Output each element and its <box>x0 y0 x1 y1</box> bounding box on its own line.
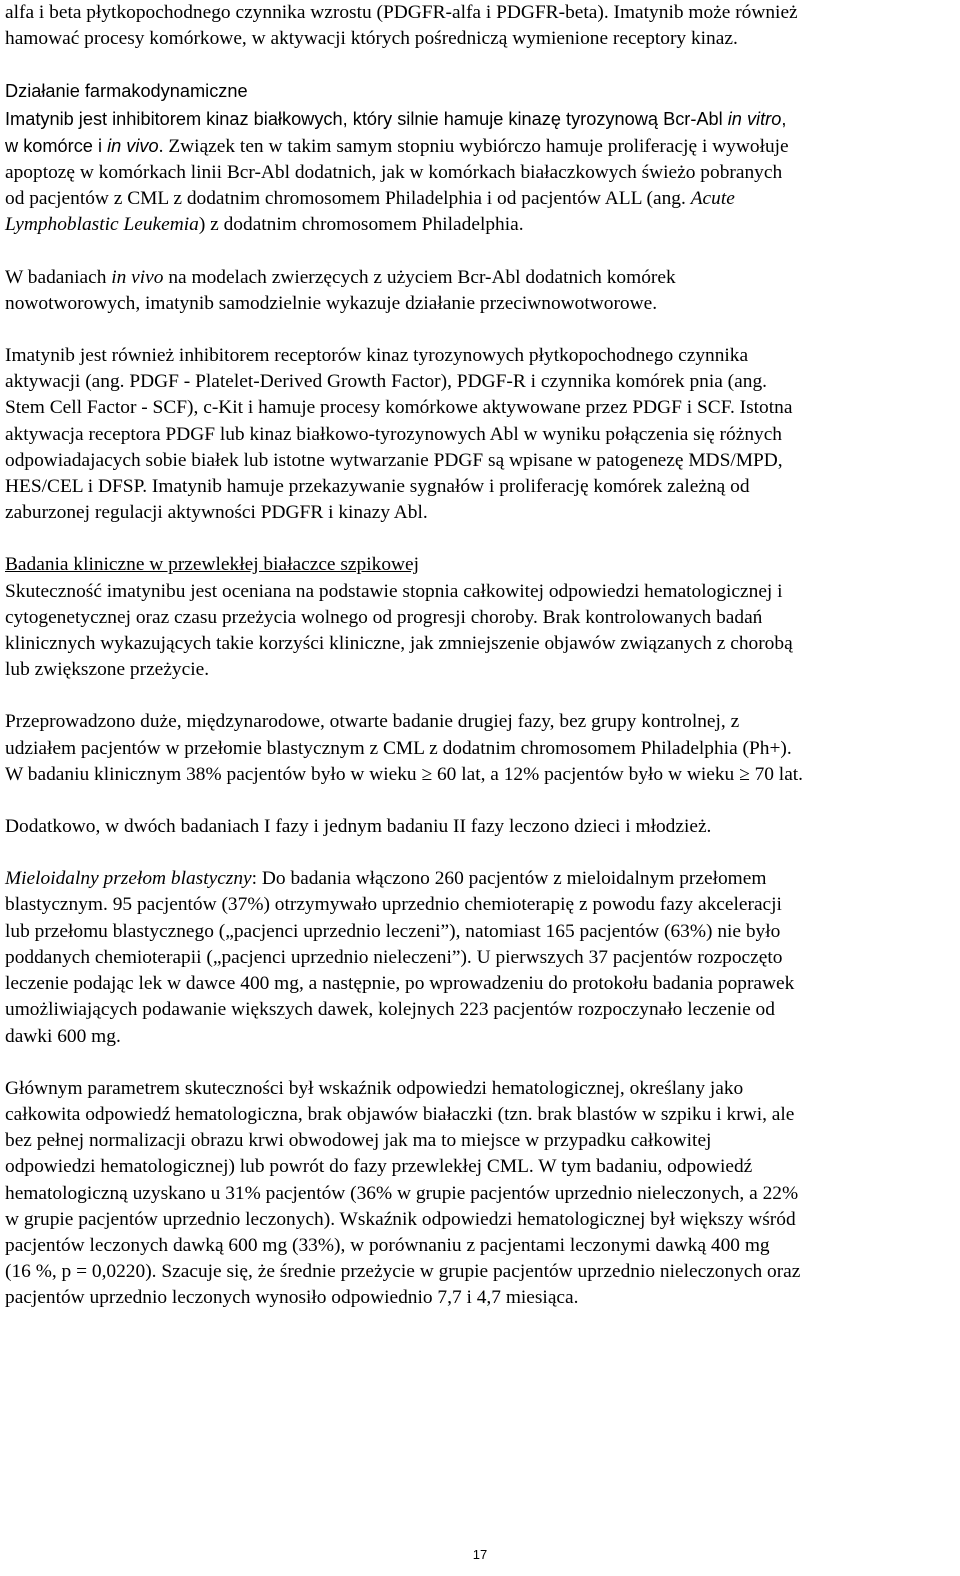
text-line: poddanych chemioterapii („pacjenci uprzednio nieleczeni”). U pierwszych 37 pacjentów rozpoczęto <box>5 946 783 968</box>
text-line: udziałem pacjentów w przełomie blastycznym z CML z dodatnim chromosomem Philadelphia (Ph+). <box>5 737 792 759</box>
text-line: zaburzonej regulacji aktywności PDGFR i kinazy Abl. <box>5 502 428 524</box>
text-line: pacjentów leczonych dawką 600 mg (33%), w porównaniu z pacjentami leczonymi dawką 400 mg <box>5 1234 770 1256</box>
text-line: 60 lat, a 12% pacjentów było w wieku <box>432 763 740 785</box>
page-number: 17 <box>472 1547 488 1562</box>
text-line: lub zwiększone przeżycie. <box>5 659 210 681</box>
text-italic: Mieloidalny przełom blastyczny <box>5 868 252 890</box>
paragraph-pharmacodynamics <box>5 78 955 238</box>
text-italic: in vivo <box>107 135 159 156</box>
text-line: hamować procesy komórkowe, w aktywacji których pośredniczą wymienione receptory kinaz. <box>5 28 738 50</box>
document-page <box>5 0 955 1312</box>
text-line: Stem Cell Factor - SCF), c-Kit i hamuje procesy komórkowe aktywowane przez PDGF i SCF. Istotna <box>5 397 793 419</box>
greater-equal-symbol: ≥ <box>421 763 433 785</box>
text-line: HES/CEL i DFSP. Imatynib hamuje przekazywanie sygnałów i proliferację komórek zależną od <box>5 476 750 498</box>
text-line: leczenie podając lek w dawce 400 mg, a następnie, po wprowadzeniu do protokołu badania poprawek <box>5 973 795 995</box>
text-line: 70 lat. <box>749 763 804 785</box>
paragraph-efficacy <box>5 1076 955 1312</box>
paragraph-phase-two-study <box>5 709 955 788</box>
text-line: całkowita odpowiedź hematologiczna, brak objawów białaczki (tzn. brak blastów w szpiku i krwi, ale <box>5 1103 795 1125</box>
text-line: Głównym parametrem skuteczności był wskaźnik odpowiedzi hematologicznej, określany jako <box>5 1077 744 1099</box>
text-line: W badaniu klinicznym 38% pacjentów było w wieku <box>5 763 422 785</box>
section-heading-clinical-trials: Badania kliniczne w przewlekłej białaczce szpikowej <box>5 554 420 576</box>
text-line: aktywacji (ang. PDGF - Platelet-Derived Growth Factor), PDGF-R i czynnika komórek pnia (ang. <box>5 371 767 393</box>
text-italic: Lymphoblastic Leukemia <box>5 214 199 236</box>
text-italic: in vitro <box>727 108 782 129</box>
text-line: : Do badania włączono 260 pacjentów z mieloidalnym przełomem <box>251 868 767 890</box>
text-italic: in vivo <box>111 266 164 288</box>
text-line: w komórce i <box>5 135 108 156</box>
text-line: bez pełnej normalizacji obrazu krwi obwodowej jak ma to miejsce w przypadku całkowitej <box>5 1130 712 1152</box>
paragraph-receptors-intro <box>5 0 955 52</box>
text-line: dawki 600 mg. <box>5 1025 121 1047</box>
text-line: apoptozę w komórkach linii Bcr-Abl dodatnich, jak w komórkach białaczkowych świeżo pobranych <box>5 162 783 184</box>
text-line: Przeprowadzono duże, międzynarodowe, otwarte badanie drugiej fazy, bez grupy kontrolnej, z <box>5 711 740 733</box>
paragraph-in-vivo <box>5 265 955 317</box>
text-line: Imatynib jest również inhibitorem receptorów kinaz tyrozynowych płytkopochodnego czynnika <box>5 345 749 367</box>
text-line: na modelach zwierzęcych z użyciem Bcr-Abl dodatnich komórek <box>163 266 676 288</box>
paragraph-pdgf <box>5 343 955 526</box>
text-line: odpowiadajacych sobie białek lub istotne wytwarzanie PDGF są wpisane w patogenezę MDS/MPD, <box>5 449 783 471</box>
text-line: lub przełomu blastycznego („pacjenci uprzednio leczeni”), natomiast 165 pacjentów (63%) nie było <box>5 920 781 942</box>
text-line: cytogenetycznej oraz czasu przeżycia wolnego od progresji choroby. Brak kontrolowanych badań <box>5 606 763 628</box>
text-line: umożliwiających podawanie większych dawek, kolejnych 223 pacjentów rozpoczynało leczenie od <box>5 999 775 1021</box>
paragraph-clinical-trials <box>5 552 955 683</box>
text-line: , <box>781 108 787 129</box>
text-line: (16 %, p = 0,0220). Szacuje się, że średnie przeżycie w grupie pacjentów uprzednio nieleczonych oraz <box>5 1261 801 1283</box>
text-line: ) z dodatnim chromosomem Philadelphia. <box>198 214 524 236</box>
paragraph-children <box>5 814 955 840</box>
section-heading-pharmacodynamics: Działanie farmakodynamiczne <box>5 81 248 102</box>
text-line: Dodatkowo, w dwóch badaniach I fazy i jednym badaniu II fazy leczono dzieci i młodzież. <box>5 816 712 838</box>
text-line: Skuteczność imatynibu jest oceniana na podstawie stopnia całkowitej odpowiedzi hematologicznej i <box>5 580 783 602</box>
text-line: Imatynib jest inhibitorem kinaz białkowych, który silnie hamuje kinazę tyrozynową Bcr-Abl <box>5 108 728 129</box>
text-line: pacjentów uprzednio leczonych wynosiło odpowiednio 7,7 i 4,7 miesiąca. <box>5 1287 579 1309</box>
text-line: w grupie pacjentów uprzednio leczonych). Wskaźnik odpowiedzi hematologicznej był większy wśród <box>5 1208 796 1230</box>
greater-equal-symbol: ≥ <box>739 763 750 785</box>
text-line: odpowiedzi hematologicznej) lub powrót do fazy przewlekłej CML. W tym badaniu, odpowiedź <box>5 1156 753 1178</box>
text-line: alfa i beta płytkopochodnego czynnika wzrostu (PDGFR-alfa i PDGFR-beta). Imatynib może również <box>5 2 798 23</box>
text-line: hematologiczną uzyskano u 31% pacjentów (36% w grupie pacjentów uprzednio nieleczonych, a 22% <box>5 1182 799 1204</box>
text-line: blastycznym. 95 pacjentów (37%) otrzymywało uprzednio chemioterapię z powodu fazy akceleracji <box>5 894 782 916</box>
text-line: aktywacja receptora PDGF lub kinaz białkowo-tyrozynowych Abl w wyniku połączenia się różnych <box>5 423 783 445</box>
text-line: . Związek ten w takim samym stopniu wybiórczo hamuje proliferację i wywołuje <box>158 135 789 157</box>
text-line: nowotworowych, imatynib samodzielnie wykazuje działanie przeciwnowotworowe. <box>5 292 658 314</box>
text-line: od pacjentów z CML z dodatnim chromosomem Philadelphia i od pacjentów ALL (ang. <box>5 188 691 210</box>
text-line: W badaniach <box>5 266 112 288</box>
text-line: klinicznych wykazujących takie korzyści kliniczne, jak zmniejszenie objawów związanych z chorobą <box>5 633 793 655</box>
paragraph-myeloid-blast-crisis <box>5 866 955 1049</box>
text-italic: Acute <box>690 188 735 210</box>
